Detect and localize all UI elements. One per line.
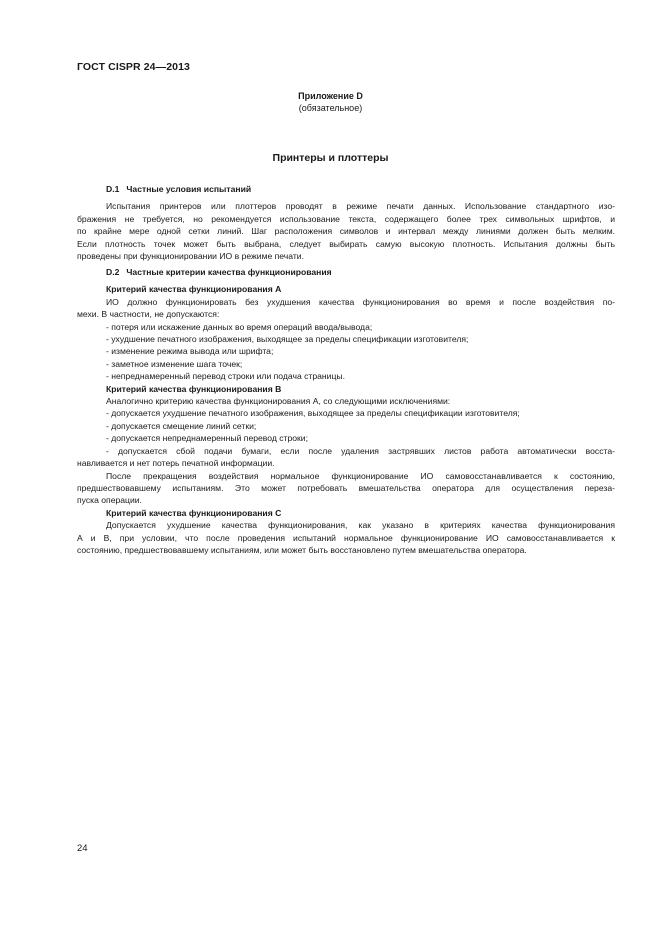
paragraph-line: бражения не требуется, но рекомендуется использование текста, содержащего более трех символьных шрифтов, и <box>77 213 615 224</box>
list-item: - заметное изменение шага точек; <box>106 358 243 369</box>
list-item-continued: навливается и нет потерь печатной информации. <box>77 458 275 469</box>
list-item: - изменение режима вывода или шрифта; <box>106 346 274 357</box>
page-title: Принтеры и плоттеры <box>272 152 389 164</box>
paragraph-line: ИО должно функционировать без ухудшения качества функционирования во время и после воздействия по- <box>106 296 615 307</box>
list-item: - допускается ухудшение печатного изображения, выходящее за пределы спецификации изготовителя; <box>106 408 520 419</box>
document-header: ГОСТ CISPR 24—2013 <box>77 61 190 73</box>
paragraph-line: проведены при функционировании ИО в режиме печати. <box>77 251 304 262</box>
paragraph-line: мехи. В частности, не допускаются: <box>77 309 220 320</box>
appendix-subtitle: (обязательное) <box>298 103 363 113</box>
section-d1 <box>77 183 615 262</box>
paragraph-line: Аналогично критерию качества функционирования А, со следующими исключениями: <box>106 396 451 407</box>
paragraph-line: Допускается ухудшение качества функционирования, как указано в критериях качества функционирования <box>106 520 615 531</box>
criterion-b-title: Критерий качества функционирования В <box>106 383 282 394</box>
list-item: - допускается непреднамеренный перевод строки; <box>106 433 308 444</box>
criterion-a-title: Критерий качества функционирования А <box>106 284 282 295</box>
paragraph-line: пуска операции. <box>77 495 142 506</box>
list-item: - ухудшение печатного изображения, выходящее за пределы спецификации изготовителя; <box>106 334 469 345</box>
list-item: - непреднамеренный перевод строки или подача страницы. <box>106 371 345 382</box>
paragraph-line: предшествовавшему испытаниям. Это может потребовать вмешательства оператора для осуществления переза- <box>77 482 615 493</box>
section-d2-number: D.2 <box>106 267 120 277</box>
list-item: - допускается сбой подачи бумаги, если после удаления застрявших листов работа автоматически восста- <box>106 445 615 456</box>
section-d2 <box>77 266 615 556</box>
list-item: - потеря или искажение данных во время операций ввода/вывода; <box>106 321 373 332</box>
page-number: 24 <box>77 843 88 854</box>
section-d2-title: Частные критерии качества функционирования <box>126 267 332 277</box>
paragraph-line: После прекращения воздействия нормальное функционирование ИО самовосстанавливается к состоянию, <box>106 470 615 481</box>
section-d1-title: Частные условия испытаний <box>126 184 252 194</box>
section-d1-heading <box>77 183 615 195</box>
list-item: - допускается смещение линий сетки; <box>106 420 257 431</box>
paragraph-line: Испытания принтеров или плоттеров проводят в режиме печати данных. Использование стандартного изо- <box>106 201 615 212</box>
appendix-title: Приложение D <box>298 91 363 101</box>
criterion-c-title: Критерий качества функционирования С <box>106 507 282 518</box>
section-d2-heading <box>77 266 615 278</box>
paragraph-line: состоянию, предшествовавшему испытаниям, или может быть восстановлено путем вмешательства оператора. <box>77 544 527 555</box>
section-d1-number: D.1 <box>106 184 120 194</box>
paragraph-line: А и В, при условии, что после проведения испытаний нормальное функционирование ИО самовосстанавливается к <box>77 532 615 543</box>
paragraph-line: Если плотность точек может быть выбрана, следует выбирать самую высокую плотность. Испытания должны быть <box>77 238 615 249</box>
paragraph-line: по крайне мере одной сетки линий. Шаг расположения символов и интервал между линиями должен быть мелким. <box>77 226 615 237</box>
